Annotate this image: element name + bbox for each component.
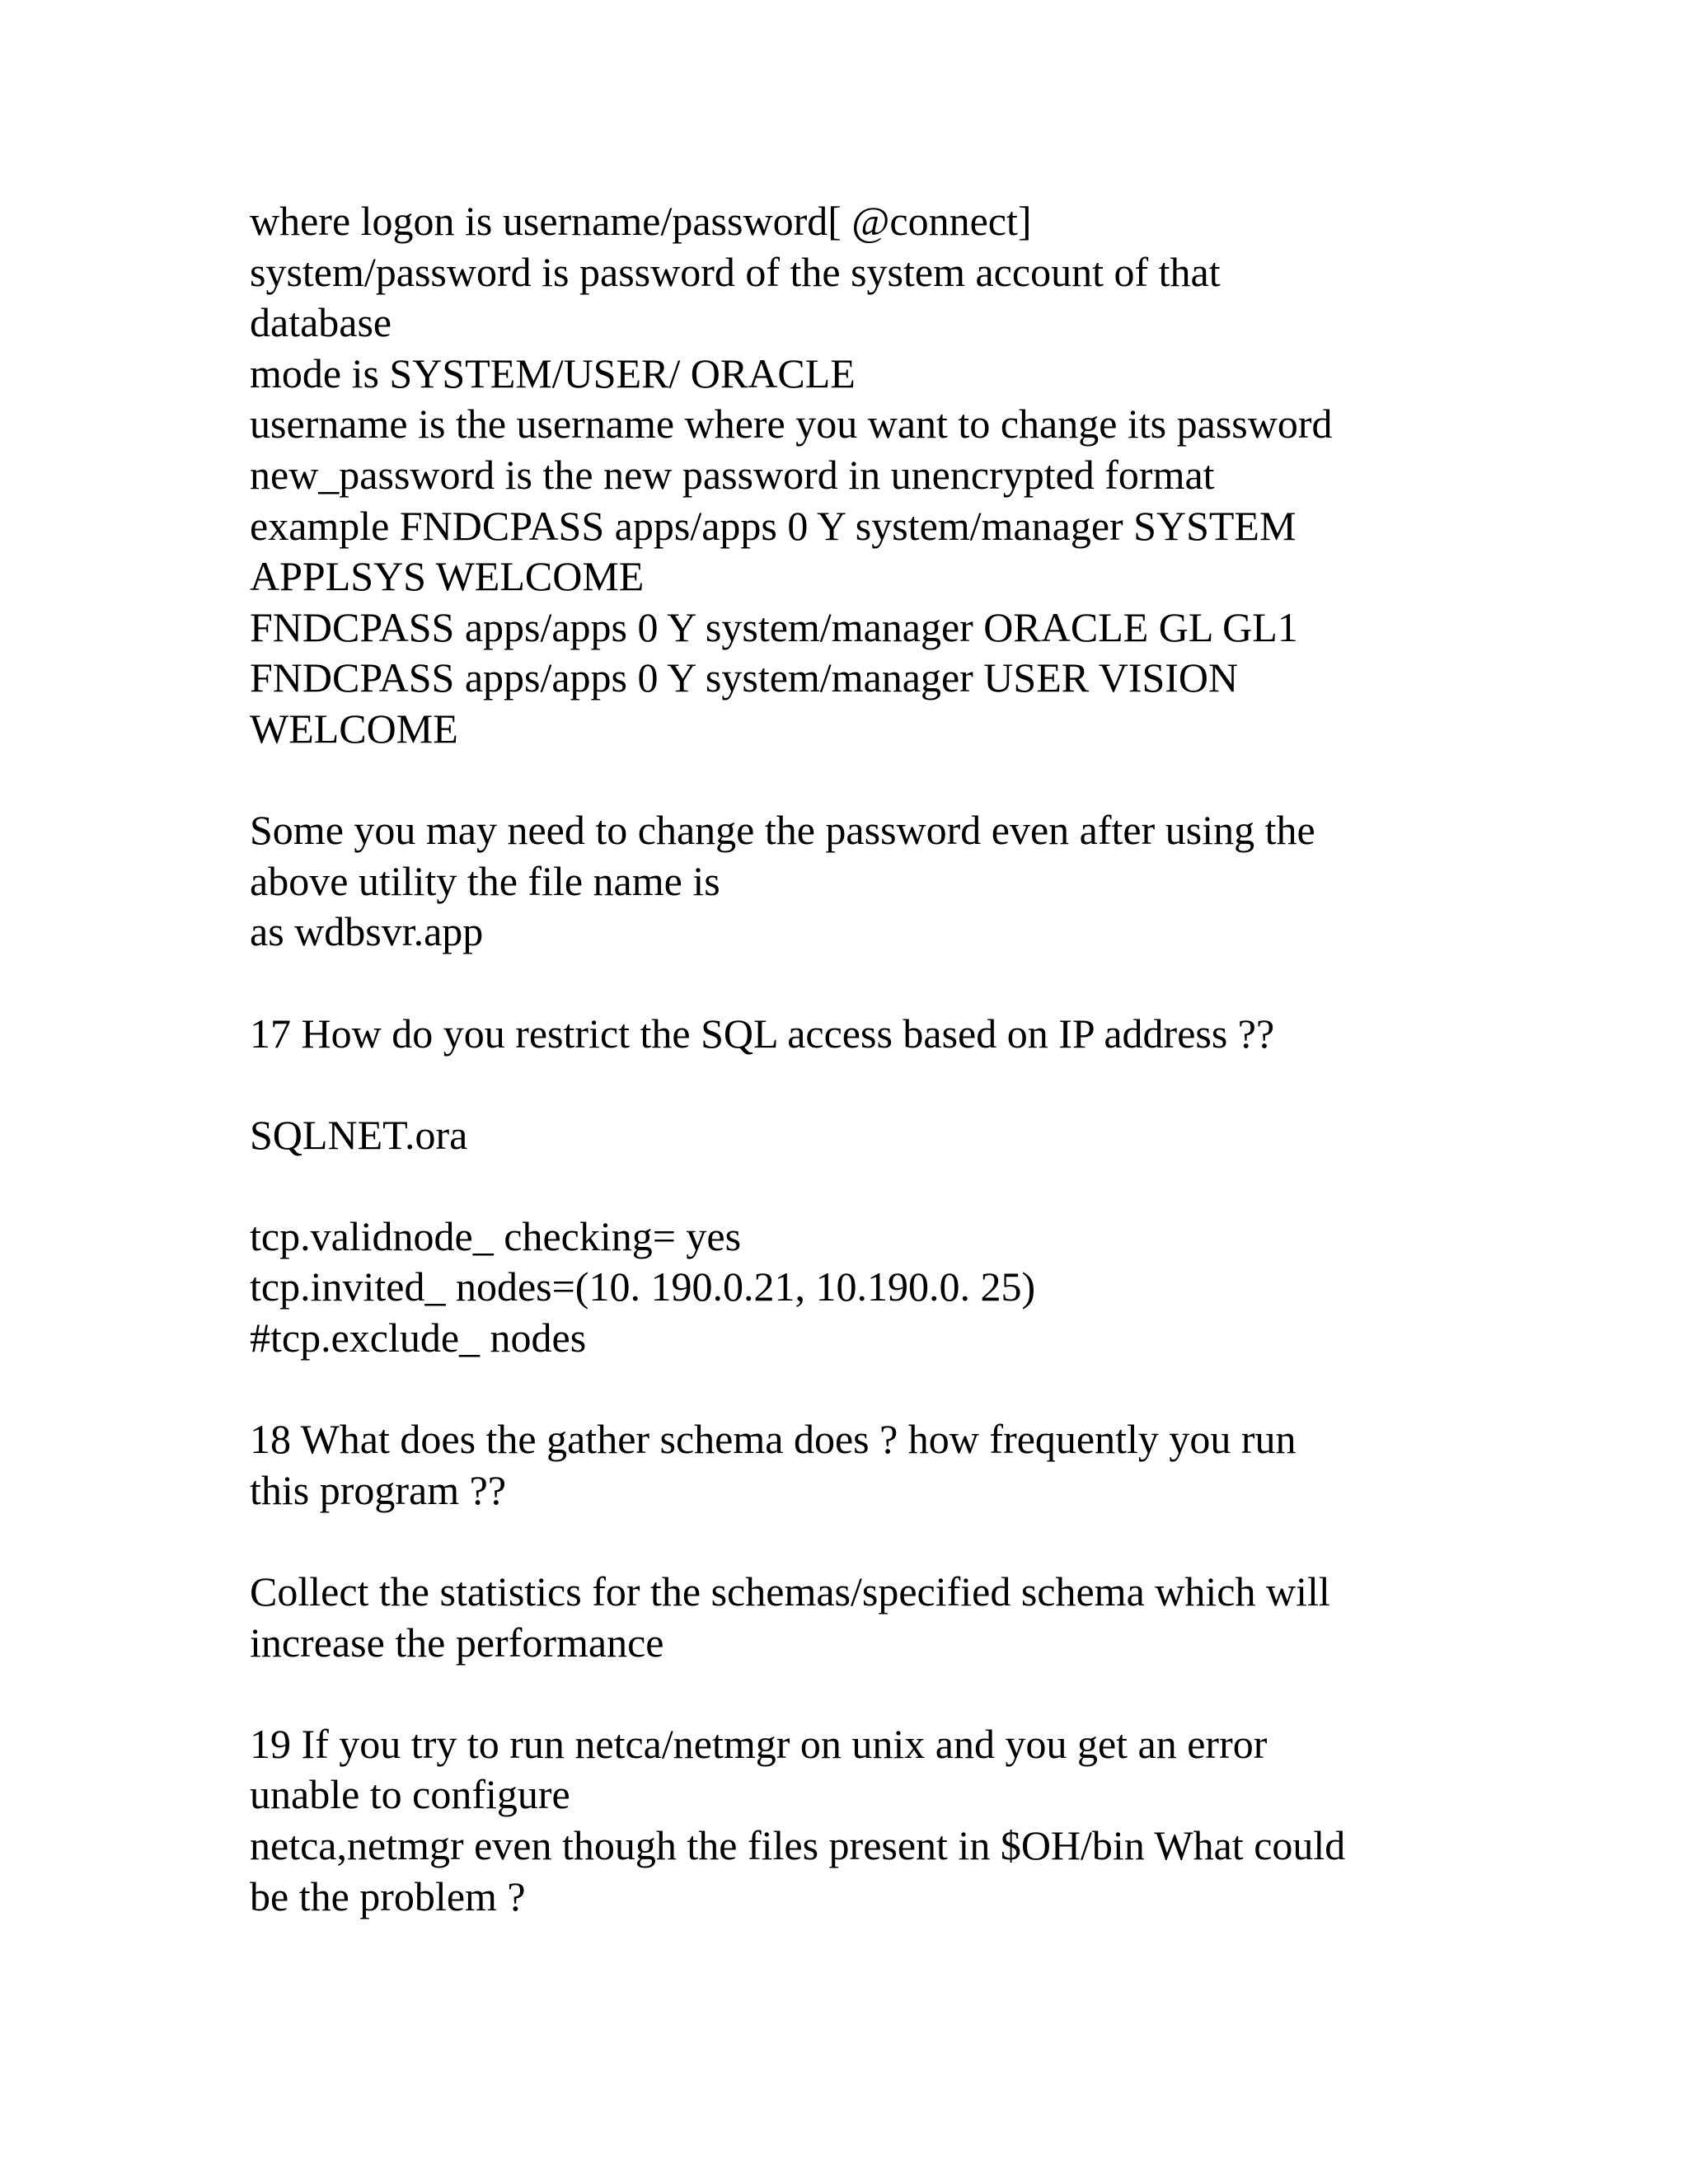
text-line: unable to configure (250, 1771, 570, 1818)
text-line: this program ?? (250, 1466, 507, 1513)
text-line: Some you may need to change the password even after using the (250, 807, 1315, 854)
text-line: new_password is the new password in unencrypted format (250, 451, 1215, 498)
text-line: database (250, 299, 392, 346)
document-body (250, 196, 1453, 1922)
question-18: 18 What does the gather schema does ? how frequently you run (250, 1416, 1296, 1463)
text-line: system/password is password of the system account of that (250, 248, 1221, 295)
text-line: APPLSYS WELCOME (250, 553, 645, 600)
text-line: where logon is username/password[ @connect] (250, 198, 1032, 244)
blank-line (250, 1160, 1453, 1212)
blank-line (250, 755, 1453, 806)
text-line: tcp.invited_ nodes=(10. 190.0.21, 10.190.0. 25) (250, 1263, 1036, 1310)
question-19: 19 If you try to run netca/netmgr on unix and you get an error (250, 1720, 1268, 1767)
text-line: FNDCPASS apps/apps 0 Y system/manager ORACLE GL GL1 (250, 603, 1298, 650)
text-line: tcp.validnode_ checking= yes (250, 1212, 742, 1259)
text-line: above utility the file name is (250, 857, 720, 904)
text-line: username is the username where you want to change its password (250, 401, 1333, 448)
text-line: WELCOME (250, 705, 458, 752)
blank-line (250, 1059, 1453, 1110)
text-line: SQLNET.ora (250, 1111, 468, 1158)
text-line: #tcp.exclude_ nodes (250, 1315, 587, 1361)
blank-line (250, 1364, 1453, 1415)
text-line: netca,netmgr even though the files present in $OH/bin What could (250, 1822, 1346, 1868)
blank-line (250, 958, 1453, 1009)
blank-line (250, 1668, 1453, 1719)
blank-line (250, 1516, 1453, 1567)
text-line: mode is SYSTEM/USER/ ORACLE (250, 349, 856, 396)
text-line: be the problem ? (250, 1872, 526, 1919)
question-17: 17 How do you restrict the SQL access based on IP address ?? (250, 1010, 1275, 1057)
text-line: as wdbsvr.app (250, 908, 484, 955)
text-line: example FNDCPASS apps/apps 0 Y system/manager SYSTEM (250, 502, 1296, 549)
text-line: Collect the statistics for the schemas/specified schema which will (250, 1568, 1330, 1615)
text-line: increase the performance (250, 1619, 664, 1666)
text-line: FNDCPASS apps/apps 0 Y system/manager USER VISION (250, 654, 1239, 701)
